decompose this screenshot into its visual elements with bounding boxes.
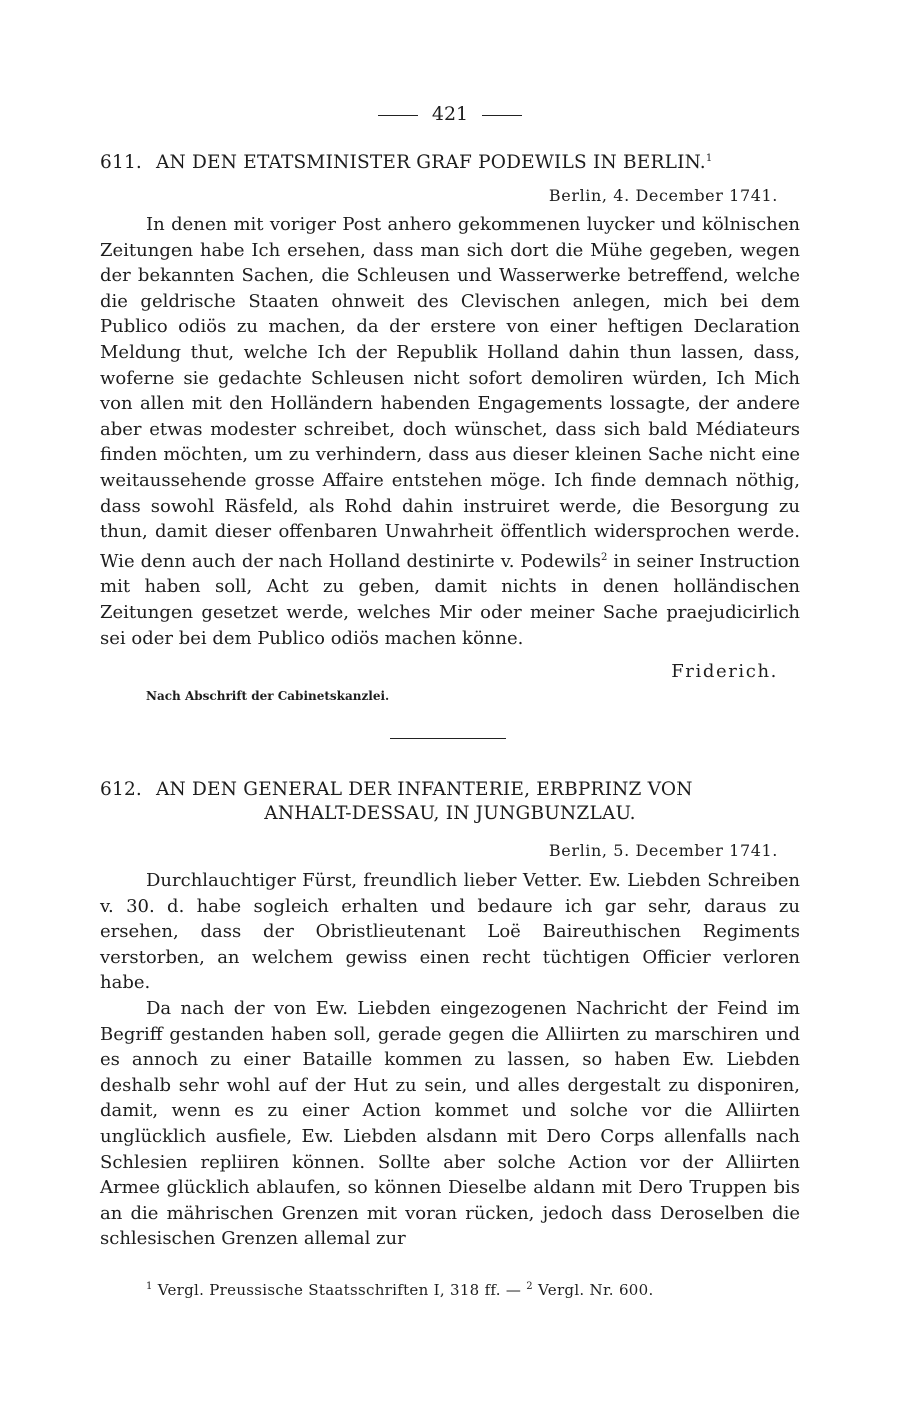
letter-611-body [100,212,800,651]
letter-612-title-line1: AN DEN GENERAL DER INFANTERIE, ERBPRINZ VON [156,779,693,800]
letter-611-dateline: Berlin, 4. December 1741. [548,186,778,205]
letter-611-text-cont: in seiner Instruction mit haben soll, Acht zu geben, damit nichts in denen holländischen Zeitungen gesetzet werde, welches Mir oder meiner Sache praejudicirlich sei oder bei dem Publico odiös machen könne. [100,550,801,649]
letter-612-title-line2: ANHALT-DESSAU, IN JUNGBUNZLAU. [264,803,636,824]
letter-611-paragraph [100,212,800,651]
footnote-1-marker: 1 [146,1281,153,1292]
letter-611-text: In denen mit voriger Post anhero gekommenen luycker und kölnischen Zeitungen habe Ich ersehen, dass man sich dort die Mühe gegeben, wegen der bekannten Sachen, die Schleusen und Wasserwerke betreffend, welche die geldrische Staaten ohnweit des Clevischen anlegen, mich bei dem Publico odiös zu machen, da der erstere von einer heftigen Declaration Meldung thut, welche Ich der Republik Holland dahin thun lassen, dass, woferne sie gedachte Schleusen nicht sofort demoliren würden, Ich Mich von allen mit den Holländern habenden Engagements lossagte, der andere aber etwas modester schreibet, doch wünschet, dass sich bald Médiateurs finden möchten, um zu verhindern, dass aus dieser kleinen Sache nicht eine weitaussehende grosse Affaire entstehen möge. Ich finde demnach nöthig, dass sowohl Räsfeld, als Rohd dahin instruiret werde, die Besorgung zu thun, damit dieser offenbaren Unwahrheit öffentlich widersprochen werde. Wie denn auch der nach Holland destinirte v. Podewils [100,214,800,572]
footnote-2-marker: 2 [526,1281,533,1292]
footnote-1-text: Vergl. Preussische Staatsschriften I, 318 ff. — [157,1281,522,1299]
page-number: 421 [431,103,469,125]
letter-611-heading [100,147,800,175]
letter-612-body [100,868,800,1252]
page-number-line [0,103,900,125]
letter-612-heading [100,778,800,826]
letter-611-signature: Friderich. [671,661,778,682]
page-number-dash-right [482,115,522,116]
letter-612-number: 612. [100,779,142,800]
page-number-dash-left [378,115,418,116]
footnote-2-text: Vergl. Nr. 600. [538,1281,654,1299]
letter-612-paragraph-1: Durchlauchtiger Fürst, freundlich lieber Vetter. Ew. Liebden Schreiben v. 30. d. habe sogleich erhalten und bedaure ich gar sehr, daraus zu ersehen, dass der Obristlieutenant Loë Baireuthischen Regiments verstorben, an welchem gewiss einen recht tüchtigen Officier verloren habe. [100,870,800,994]
footnotes [146,1281,654,1299]
letter-611-number: 611. [100,152,142,174]
section-divider [390,738,506,739]
letter-611-footnote-ref: 1 [705,153,713,164]
letter-611-body-footnote-ref: 2 [600,551,608,563]
letter-611-source: Nach Abschrift der Cabinetskanzlei. [146,689,390,703]
letter-612-paragraph-2: Da nach der von Ew. Liebden eingezogenen Nachricht der Feind im Begriff gestanden haben soll, gerade gegen die Alliirten zu marschiren und es annoch zu einer Bataille kommen zu lassen, so haben Ew. Liebden deshalb sehr wohl auf der Hut zu sein, und alles dergestalt zu disponiren, damit, wenn es zu einer Action kommet und solche vor die Alliirten unglücklich ausfiele, Ew. Liebden alsdann mit Dero Corps allenfalls nach Schlesien repliiren können. Sollte aber solche Action vor der Alliirten Armee glücklich ablaufen, so können Dieselbe aldann mit Dero Truppen bis an die mährischen Grenzen mit voran rücken, jedoch dass Deroselben die schlesischen Grenzen allemal zur [100,997,800,1250]
letter-612-dateline: Berlin, 5. December 1741. [548,841,778,860]
letter-611-title: AN DEN ETATSMINISTER GRAF PODEWILS IN BERLIN. [156,152,706,174]
